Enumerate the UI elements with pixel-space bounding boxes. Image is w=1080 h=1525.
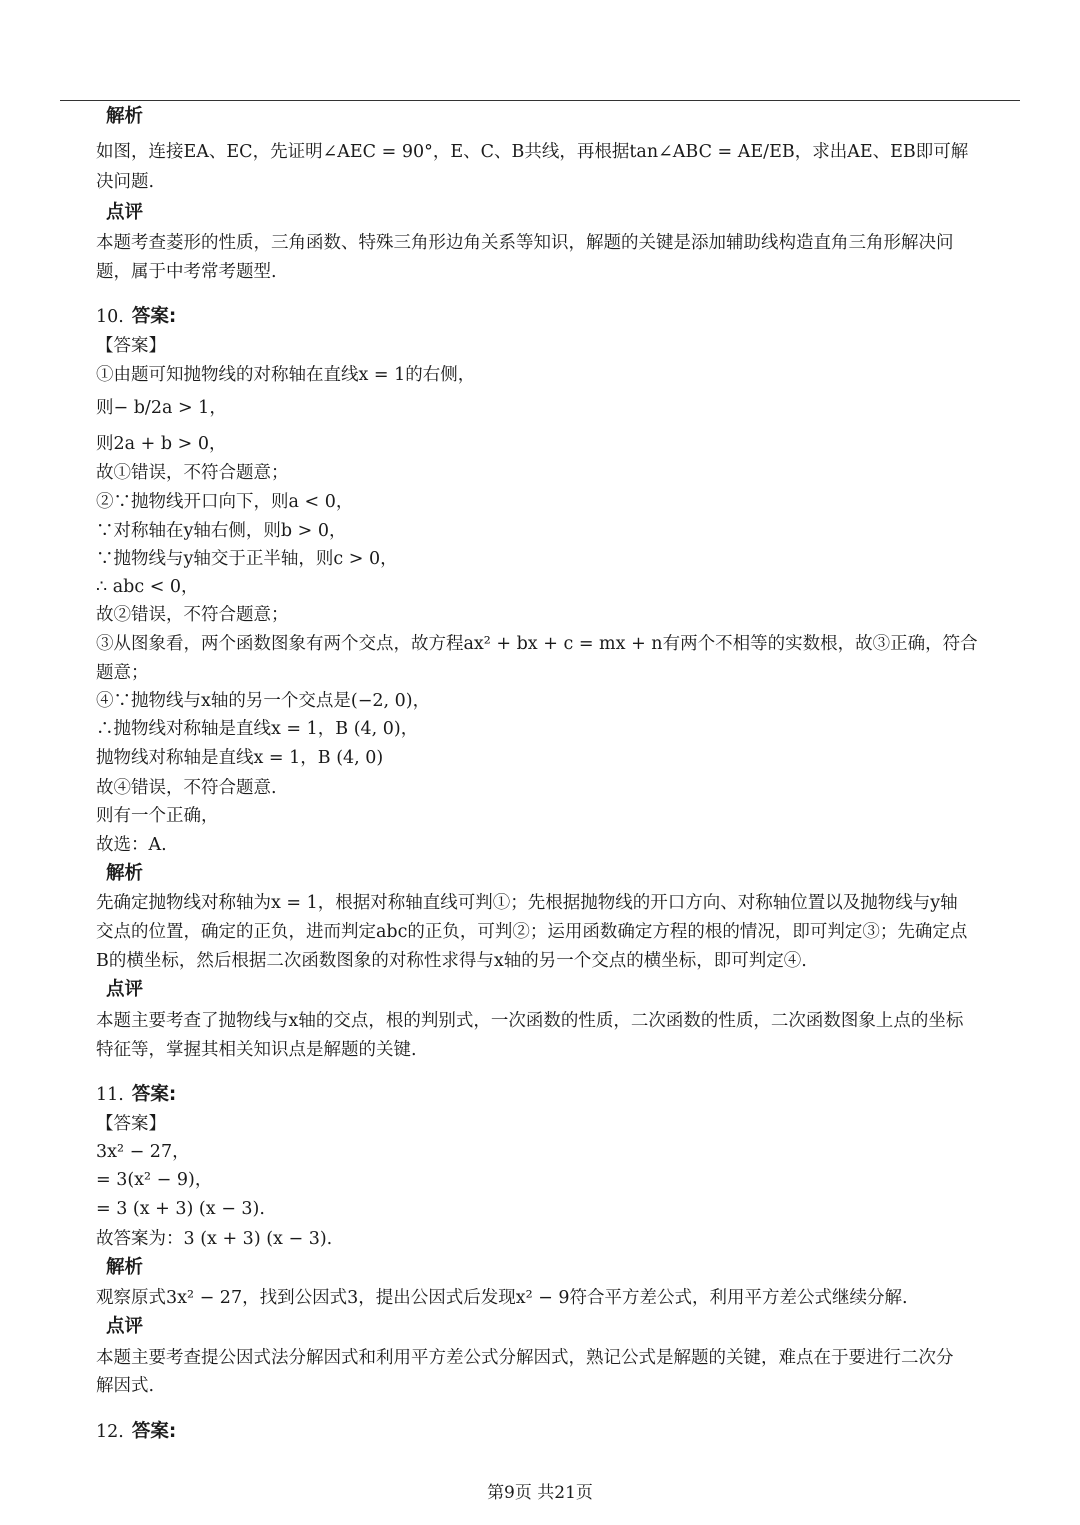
q10-line: ∴抛物线对称轴是直线x = 1，B (4, 0)， [96, 719, 419, 739]
answer-tag: 【答案】 [96, 336, 166, 356]
heading-comment-10: 点评 [106, 979, 144, 1000]
analysis-9-line-2: 决问题. [96, 172, 155, 192]
q10-line: ①由题可知抛物线的对称轴在直线x = 1的右侧， [96, 365, 476, 385]
heading-comment-9: 点评 [106, 202, 144, 223]
header-rule [60, 100, 1020, 101]
q10-line: 则有一个正确， [96, 806, 219, 826]
page-footer: 第9页 共21页 [487, 1483, 593, 1503]
heading-analysis-10: 解析 [106, 863, 144, 884]
q10-line: 故②错误，不符合题意； [96, 605, 289, 625]
analysis-11-line: 观察原式3x² − 27，找到公因式3，提出公因式后发现x² − 9符合平方差公式，利用平方差公式继续分解. [96, 1288, 908, 1308]
q11-line: = 3(x² − 9)， [96, 1170, 213, 1190]
analysis-9-line-1: 如图，连接EA、EC，先证明∠AEC = 90°，E、C、B共线，再根据tan∠ABC = AE/EB，求出AE、EB即可解 [96, 142, 969, 162]
q10-line: 故④错误，不符合题意. [96, 778, 277, 798]
question-10-header [96, 304, 176, 330]
analysis-10-line: B的横坐标，然后根据二次函数图象的对称性求得与x轴的另一个交点的横坐标，即可判定④. [96, 951, 807, 971]
comment-10-line: 特征等，掌握其相关知识点是解题的关键. [96, 1040, 417, 1060]
q10-line: 故选：A. [96, 835, 167, 855]
q10-line: ③从图象看，两个函数图象有两个交点，故方程ax² + bx + c = mx + n有两个不相等的实数根，故③正确，符合 [96, 634, 978, 654]
answer-tag: 【答案】 [96, 1114, 166, 1134]
q11-line: = 3 (x + 3) (x − 3). [96, 1199, 265, 1219]
comment-11-line: 本题主要考查提公因式法分解因式和利用平方差公式分解因式，熟记公式是解题的关键，难点在于要进行二次分 [96, 1348, 954, 1368]
comment-9-line-1: 本题考查菱形的性质，三角函数、特殊三角形边角关系等知识，解题的关键是添加辅助线构造直角三角形解决问 [96, 233, 954, 253]
answer-label: 答案: [131, 1084, 177, 1105]
comment-10-line: 本题主要考查了抛物线与x轴的交点，根的判别式，一次函数的性质，二次函数的性质，二次函数图象上点的坐标 [96, 1011, 964, 1031]
q10-line: ∵抛物线与y轴交于正半轴，则c > 0， [96, 549, 398, 569]
q10-line: 抛物线对称轴是直线x = 1，B (4, 0) [96, 748, 384, 768]
q10-line: 则2a + b > 0， [96, 434, 227, 454]
question-number: 12. [96, 1422, 124, 1442]
analysis-10-line: 先确定抛物线对称轴为x = 1，根据对称轴直线可判①；先根据抛物线的开口方向、对称轴位置以及抛物线与y轴 [96, 893, 958, 913]
heading-comment-11: 点评 [106, 1316, 144, 1337]
q10-line: 则− b/2a > 1， [96, 398, 227, 418]
q10-line: 题意； [96, 663, 149, 683]
q11-line: 3x² − 27， [96, 1142, 190, 1162]
answer-label: 答案: [131, 1421, 177, 1442]
heading-analysis-11: 解析 [106, 1257, 144, 1278]
question-11-header [96, 1082, 176, 1108]
q10-line: ∵对称轴在y轴右侧，则b > 0， [96, 521, 347, 541]
comment-9-line-2: 题，属于中考常考题型. [96, 262, 277, 282]
q10-line: ②∵抛物线开口向下，则a < 0， [96, 492, 354, 512]
q10-line: ④∵抛物线与x轴的另一个交点是(−2, 0)， [96, 691, 431, 711]
q11-line: 故答案为：3 (x + 3) (x − 3). [96, 1229, 333, 1249]
heading-analysis-9: 解析 [106, 106, 144, 127]
question-number: 10. [96, 307, 124, 327]
comment-11-line: 解因式. [96, 1376, 155, 1396]
analysis-10-line: 交点的位置，确定的正负，进而判定abc的正负，可判②；运用函数确定方程的根的情况，即可判定③；先确定点 [96, 922, 968, 942]
q10-line: 故①错误，不符合题意； [96, 463, 289, 483]
question-number: 11. [96, 1085, 124, 1105]
answer-label: 答案: [131, 306, 177, 327]
q10-line: ∴ abc < 0， [96, 577, 199, 597]
question-12-header [96, 1419, 176, 1445]
